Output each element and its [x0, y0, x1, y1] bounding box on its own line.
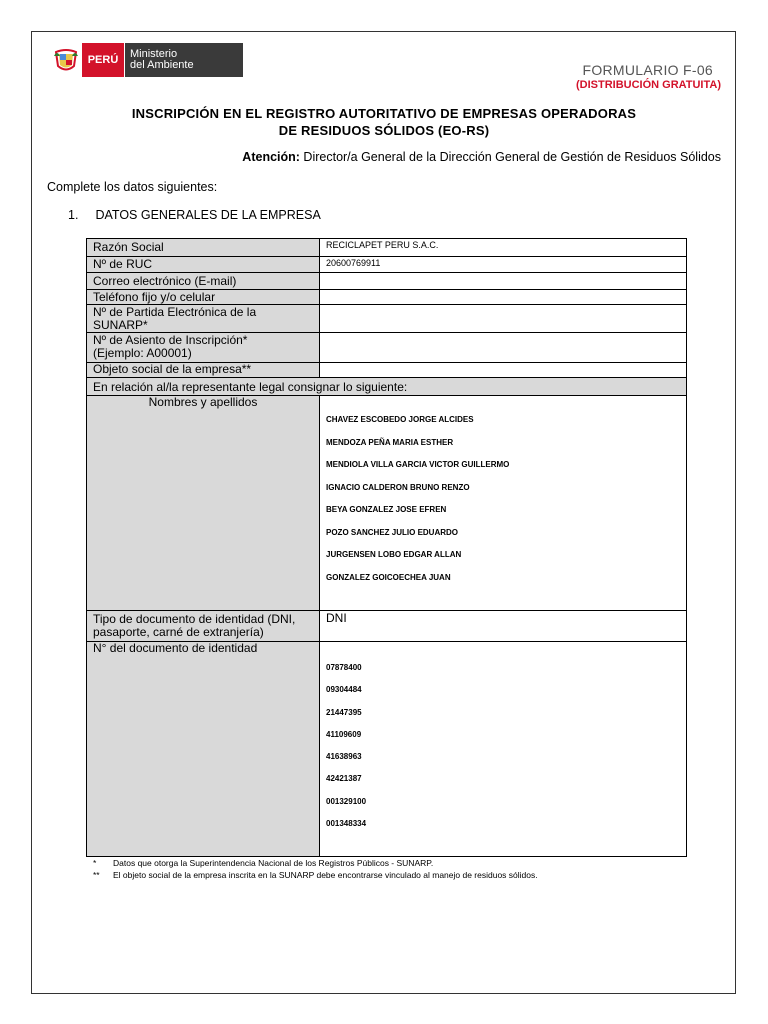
logo-ministry-line1: Ministerio	[130, 48, 178, 60]
footnote	[93, 869, 538, 881]
table-row	[87, 642, 687, 857]
table-row	[87, 273, 687, 290]
objeto-field[interactable]	[320, 363, 687, 378]
doc-type-label: Tipo de documento de identidad (DNI, pasaporte, carné de extranjería)	[87, 611, 320, 642]
razon-social-field[interactable]: RECICLAPET PERU S.A.C.	[320, 239, 687, 257]
list-item: BEYA GONZALEZ JOSE EFREN	[326, 505, 447, 514]
list-item: 09304484	[326, 685, 362, 695]
attention-line	[242, 150, 721, 164]
document-title-line1: INSCRIPCIÓN EN EL REGISTRO AUTORITATIVO DE EMPRESAS OPERADORAS	[131, 106, 637, 121]
names-list	[326, 396, 680, 594]
doc-number-field[interactable]	[320, 642, 687, 857]
list-item: 001329100	[326, 796, 367, 806]
list-item: 41109609	[326, 729, 362, 739]
list-item: CHAVEZ ESCOBEDO JORGE ALCIDES	[326, 415, 474, 424]
names-label: Nombres y apellidos	[87, 396, 320, 611]
list-item: MENDOZA PEÑA MARIA ESTHER	[326, 437, 454, 447]
table-row	[87, 363, 687, 378]
logo-country: PERÚ	[82, 43, 125, 77]
coat-of-arms-icon	[50, 43, 82, 77]
razon-social-label: Razón Social	[87, 239, 320, 257]
asiento-label	[87, 333, 320, 363]
footnote-text: El objeto social de la empresa inscrita en la SUNARP debe encontrarse vinculado al manejo de residuos sólidos.	[113, 870, 538, 880]
list-item: IGNACIO CALDERON BRUNO RENZO	[326, 482, 470, 492]
list-item: JURGENSEN LOBO EDGAR ALLAN	[326, 550, 462, 559]
company-data-table	[86, 238, 687, 857]
list-item: 21447395	[326, 707, 362, 717]
table-row	[87, 396, 687, 611]
ruc-label: Nº de RUC	[87, 257, 320, 273]
phone-field[interactable]	[320, 290, 687, 305]
asiento-label-line1: Nº de Asiento de Inscripción*	[93, 333, 248, 347]
email-field[interactable]	[320, 273, 687, 290]
footnote-mark: *	[93, 858, 97, 868]
table-row	[87, 333, 687, 363]
list-item: 41638963	[326, 752, 362, 762]
section-title: DATOS GENERALES DE LA EMPRESA	[95, 208, 321, 222]
legal-rep-header: En relación al/la representante legal consignar lo siguiente:	[87, 378, 687, 396]
partida-label: Nº de Partida Electrónica de la SUNARP*	[87, 305, 320, 333]
ruc-field[interactable]: 20600769911	[320, 257, 687, 273]
table-row	[87, 290, 687, 305]
footnote-mark: **	[93, 870, 100, 880]
distribution-note: (DISTRIBUCIÓN GRATUITA)	[575, 79, 721, 91]
footnotes	[93, 857, 538, 881]
document-title-line2: DE RESIDUOS SÓLIDOS (EO-RS)	[278, 123, 490, 138]
attention-text: Director/a General de la Dirección General de Gestión de Residuos Sólidos	[303, 150, 721, 164]
form-code: FORMULARIO F-06	[582, 62, 713, 78]
table-row	[87, 239, 687, 257]
table-row	[87, 611, 687, 642]
names-field[interactable]	[320, 396, 687, 611]
asiento-label-line2: (Ejemplo: A00001)	[93, 346, 192, 360]
doc-number-label: N° del documento de identidad	[87, 642, 320, 857]
list-item: POZO SANCHEZ JULIO EDUARDO	[326, 527, 459, 537]
attention-label: Atención:	[242, 150, 300, 164]
ministry-logo	[50, 43, 243, 77]
list-item: 07878400	[326, 663, 362, 672]
section-heading	[68, 208, 321, 222]
asiento-field[interactable]	[320, 333, 687, 363]
section-number: 1.	[68, 208, 79, 222]
footnote	[93, 857, 538, 869]
phone-label: Teléfono fijo y/o celular	[87, 290, 320, 305]
table-row	[87, 378, 687, 396]
logo-ministry-line2: del Ambiente	[130, 59, 194, 71]
intro-text: Complete los datos siguientes:	[47, 180, 218, 194]
footnote-text: Datos que otorga la Superintendencia Nacional de los Registros Públicos - SUNARP.	[113, 858, 434, 868]
objeto-label: Objeto social de la empresa**	[87, 363, 320, 378]
email-label: Correo electrónico (E-mail)	[87, 273, 320, 290]
list-item: GONZALEZ GOICOECHEA JUAN	[326, 572, 451, 582]
logo-ministry	[125, 43, 243, 77]
doc-numbers-list	[326, 642, 680, 840]
partida-field[interactable]	[320, 305, 687, 333]
list-item: MENDIOLA VILLA GARCIA VICTOR GUILLERMO	[326, 460, 510, 469]
list-item: 42421387	[326, 774, 362, 784]
list-item: 001348334	[326, 819, 367, 829]
table-row	[87, 305, 687, 333]
doc-type-field[interactable]: DNI	[320, 611, 687, 642]
table-row	[87, 257, 687, 273]
